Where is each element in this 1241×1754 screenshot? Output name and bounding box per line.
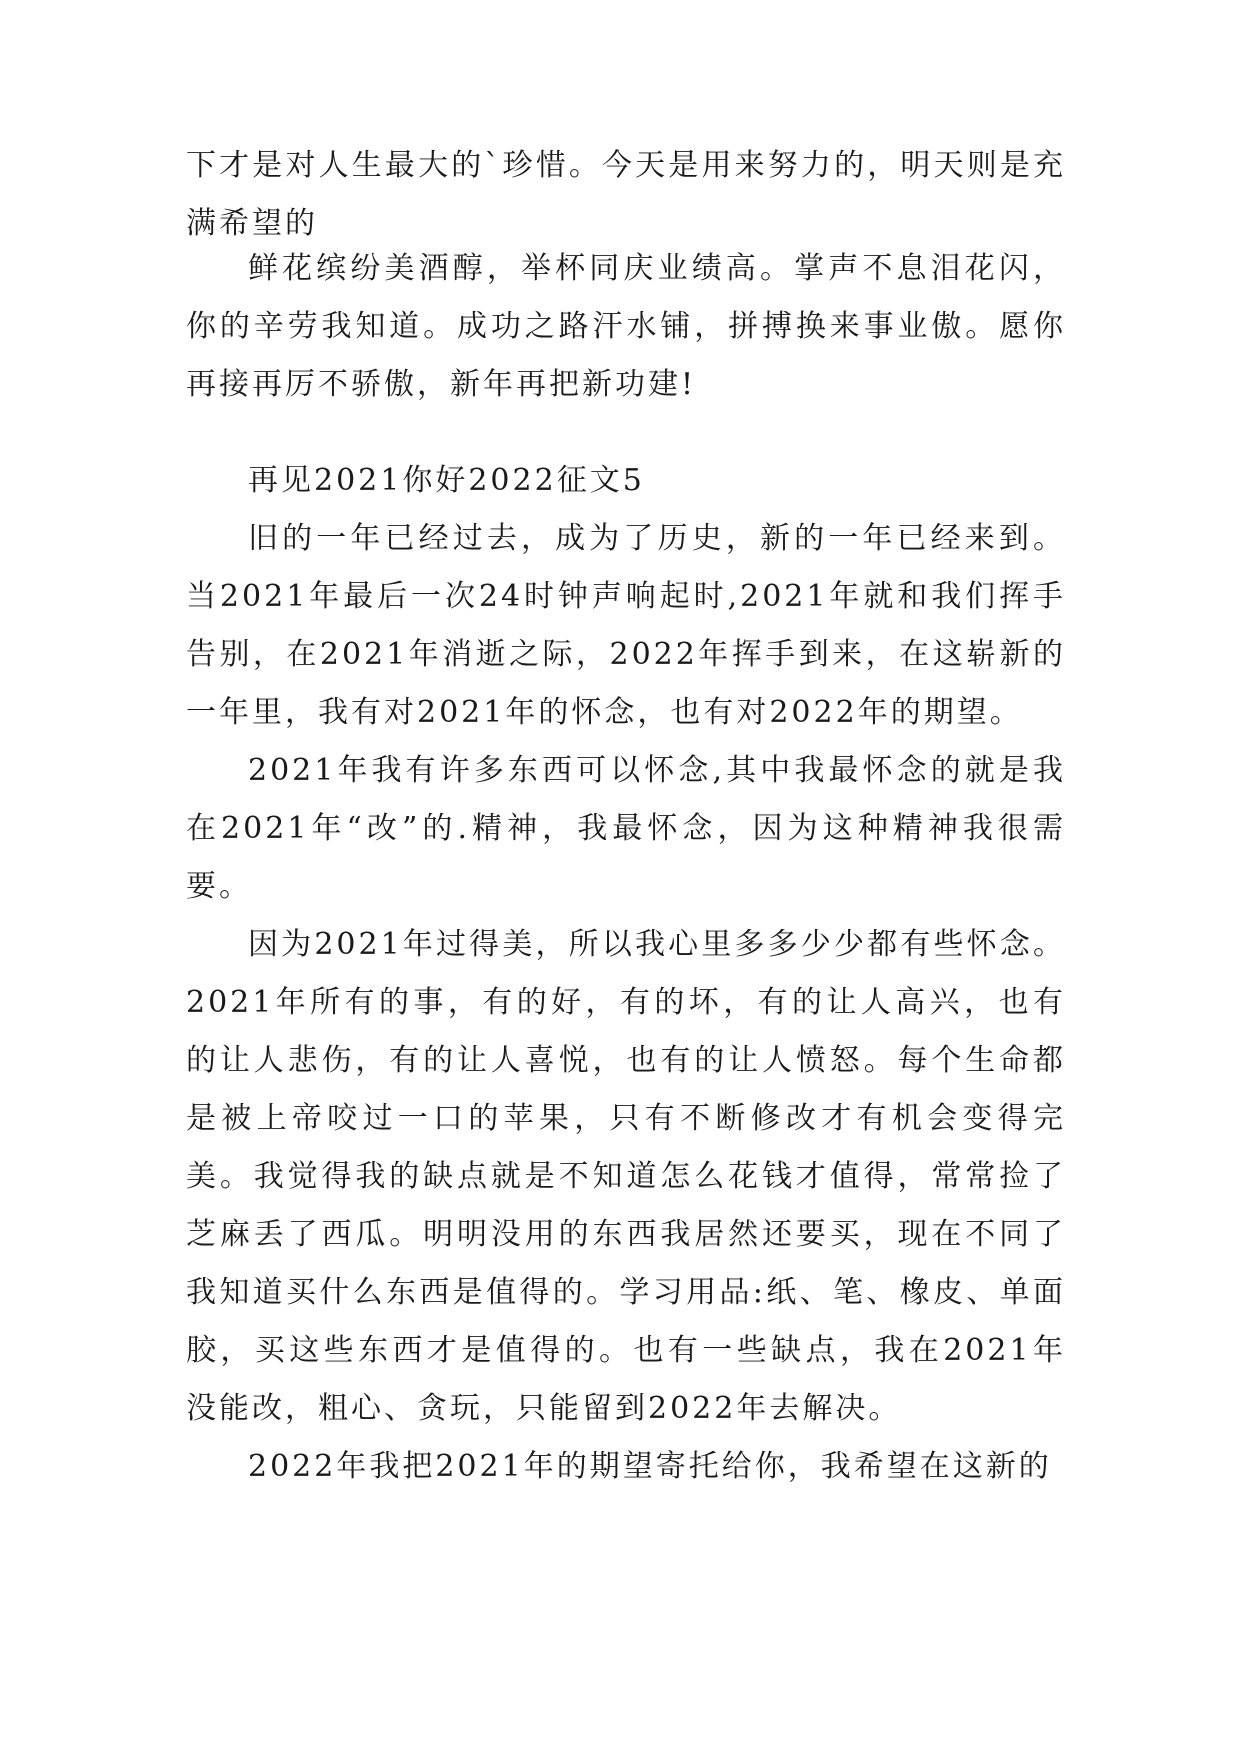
section-title: 再见2021你好2022征文5 (248, 463, 645, 498)
paragraph-1: 旧的一年已经过去，成为了历史，新的一年已经来到。当2021年最后一次24时钟声响起时,2021年就和我们挥手告别，在2021年消逝之际，2022年挥手到来，在这崭新的一年里，我有对2021年的怀念，也有对2022年的期望。 (186, 521, 1066, 730)
top-text-block (186, 137, 1066, 253)
paragraph-4: 2022年我把2021年的期望寄托给你，我希望在这新的 (248, 1449, 1052, 1484)
paragraph-3: 因为2021年过得美，所以我心里多多少少都有些怀念。2021年所有的事，有的好，有的坏，有的让人高兴，也有的让人悲伤，有的让人喜悦，也有的让人愤怒。每个生命都是被上帝咬过一口的苹果，只有不断修改才有机会变得完美。我觉得我的缺点就是不知道怎么花钱才值得，常常捡了芝麻丢了西瓜。明明没用的东西我居然还要买，现在不同了我知道买什么东西是值得的。学习用品:纸、笔、橡皮、单面胶，买这些东西才是值得的。也有一些缺点，我在2021年没能改，粗心、贪玩，只能留到2022年去解决。 (186, 927, 1066, 1426)
paragraph-2: 2021年我有许多东西可以怀念,其中我最怀念的就是我在2021年“改”的.精神，我最怀念，因为这种精神我很需要。 (186, 753, 1066, 904)
poem-text-block (186, 240, 1066, 414)
paragraph-continuation: 下才是对人生最大的`珍惜。今天是用来努力的，明天则是充满希望的 (186, 148, 1066, 241)
paragraph-poem: 鲜花缤纷美酒醇，举杯同庆业绩高。掌声不息泪花闪，你的辛劳我知道。成功之路汗水铺，拼搏换来事业傲。愿你再接再厉不骄傲，新年再把新功建! (186, 251, 1066, 402)
section-text-block (186, 452, 1066, 1496)
